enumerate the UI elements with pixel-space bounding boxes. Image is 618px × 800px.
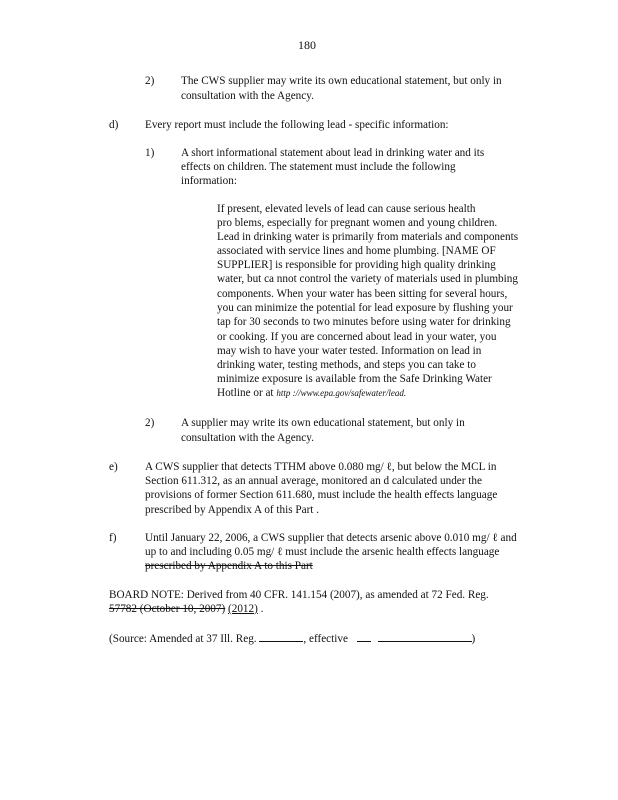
- quote-hotline-line: [217, 386, 406, 400]
- item-marker: 2): [145, 75, 155, 87]
- quote-line: Lead in drinking water is primarily from materials and components: [217, 231, 519, 243]
- quote-line: associated with service lines and home plumbing. [NAME OF: [217, 245, 496, 257]
- struck-text-line: prescribed by Appendix A to this Part: [145, 560, 313, 572]
- item-text-line: A short informational statement about lead in drinking water and its: [181, 147, 485, 159]
- quote-line: pro blems, especially for pregnant women and young children.: [217, 217, 498, 229]
- item-text-line: consultation with the Agency.: [181, 90, 314, 102]
- board-note-struck: 57782 (October 10, 2007): [109, 603, 226, 615]
- hotline-text: Hotline or at: [217, 387, 274, 399]
- item-text-line: Until January 22, 2006, a CWS supplier that detects arsenic above 0.010 mg/ ℓ and: [145, 532, 517, 544]
- item-marker: e): [109, 461, 118, 473]
- quote-line: If present, elevated levels of lead can cause serious health: [217, 203, 476, 215]
- item-text-line: information:: [181, 175, 237, 187]
- item-text-line: provisions of former Section 611.680, must include the health effects language: [145, 489, 498, 501]
- source-end: ): [471, 633, 476, 645]
- item-marker: f): [109, 532, 117, 544]
- quote-line: may wish to have your water tested. Information on lead in: [217, 345, 482, 357]
- register-blank: [259, 630, 303, 642]
- quote-line: or cooking. If you are concerned about lead in your water, you: [217, 331, 497, 343]
- source-prefix: (Source: Amended at 37 Ill. Reg.: [109, 633, 257, 645]
- board-note-line-2: [109, 602, 263, 616]
- quote-line: tap for 30 seconds to two minutes before using water for drinking: [217, 316, 511, 328]
- page-number: 180: [298, 38, 316, 52]
- source-line: [109, 630, 475, 646]
- item-marker: 2): [145, 417, 155, 429]
- board-note-line: BOARD NOTE: Derived from 40 CFR. 141.154 (2007), as amended at 72 Fed. Reg.: [109, 589, 489, 601]
- item-text-line: The CWS supplier may write its own educational statement, but only in: [181, 75, 502, 87]
- quote-line: minimize exposure is available from the Safe Drinking Water: [217, 373, 492, 385]
- item-text-line: A supplier may write its own educational statement, but only in: [181, 417, 465, 429]
- quote-line: you can minimize the potential for lead exposure by flushing your: [217, 302, 513, 314]
- quote-line: components. When your water has been sitting for several hours,: [217, 288, 508, 300]
- quote-line: SUPPLIER] is responsible for providing high quality drinking: [217, 259, 496, 271]
- board-note-added: (2012): [228, 603, 258, 615]
- item-text-line: Section 611.312, as an annual average, monitored an d calculated under the: [145, 475, 482, 487]
- board-note-end: .: [257, 603, 264, 615]
- quote-line: water, but ca nnot control the variety of materials used in plumbing: [217, 273, 518, 285]
- quote-line: drinking water, testing methods, and steps you can take to: [217, 359, 476, 371]
- item-text-line: Every report must include the following lead - specific information:: [145, 119, 449, 131]
- item-text-line: up to and including 0.05 mg/ ℓ must include the arsenic health effects language: [145, 546, 500, 558]
- source-effective: , effective: [303, 633, 348, 645]
- date-blank: [378, 630, 472, 642]
- epa-url-link[interactable]: http ://www.epa.gov/safewater/lead.: [276, 388, 407, 398]
- item-text-line: consultation with the Agency.: [181, 432, 314, 444]
- date-blank-short: [357, 630, 371, 642]
- item-text-line: A CWS supplier that detects TTHM above 0.080 mg/ ℓ, but below the MCL in: [145, 461, 497, 473]
- item-text-line: prescribed by Appendix A of this Part .: [145, 504, 320, 516]
- item-text-line: effects on children. The statement must include the following: [181, 161, 456, 173]
- item-marker: 1): [145, 147, 155, 159]
- item-marker: d): [109, 119, 119, 131]
